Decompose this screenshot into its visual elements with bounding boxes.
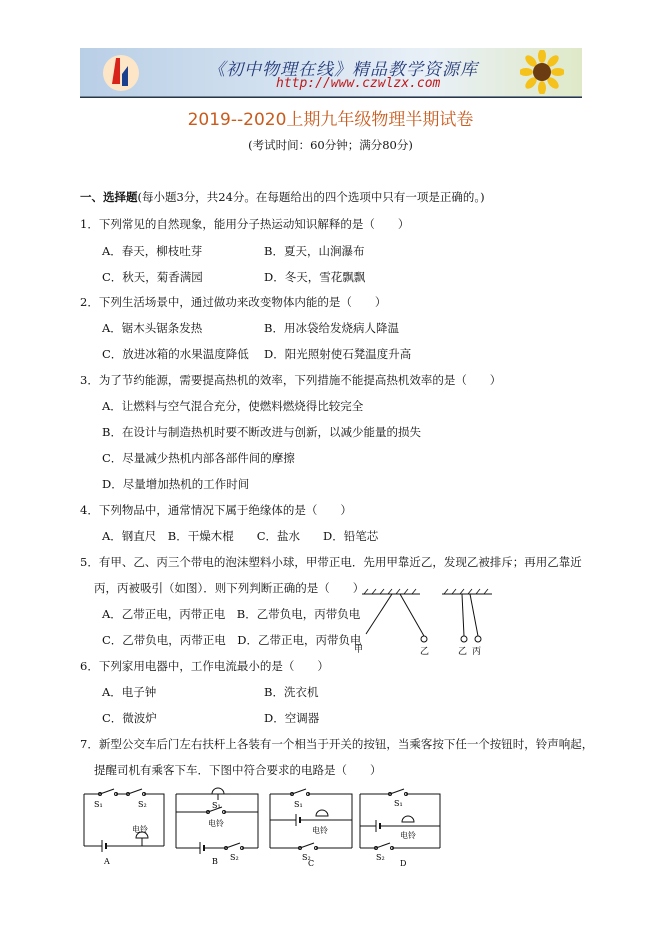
section-1-instruction: (每小题3分，共24分。在每题给出的四个选项中只有一项是正确的。) — [137, 190, 485, 204]
circuit-c — [266, 786, 356, 866]
q3-stem: 3．为了节约能源，需要提高热机的效率，下列措施不能提高热机效率的是（ ） — [80, 373, 502, 387]
label-bing: 丙 — [472, 647, 482, 657]
a-s1-label: S₁ — [94, 800, 103, 809]
d-bell-label: 电铃 — [400, 831, 416, 840]
circuit-b — [172, 786, 264, 866]
q1-stem: 1．下列常见的自然现象，能用分子热运动知识解释的是（ ） — [80, 217, 410, 231]
section-1-header — [80, 190, 485, 204]
b-bell-label: 电铃 — [208, 819, 224, 828]
q1-option-c: C．秋天，菊香满园 — [102, 270, 203, 284]
d-s2-label: S₂ — [376, 853, 385, 862]
b-s1-label: S₁ — [212, 801, 221, 810]
q3-option-c: C．尽量减少热机内部各部件间的摩擦 — [102, 451, 295, 465]
c-s1-label: S₁ — [294, 800, 303, 809]
d-s1-label: S₁ — [394, 799, 403, 808]
q3-option-d: D．尽量增加热机的工作时间 — [102, 477, 250, 491]
circuit-c-label: C — [308, 859, 315, 866]
q4-stem: 4．下列物品中，通常情况下属于绝缘体的是（ ） — [80, 503, 352, 517]
circuit-d-label: D — [400, 859, 407, 866]
q6-option-d: D．空调器 — [264, 711, 320, 725]
label-yi-1: 乙 — [420, 647, 430, 657]
banner-title: 《初中物理在线》精品教学资源库 — [208, 60, 478, 80]
q7-stem-line2: 提醒司机有乘客下车．下图中符合要求的电路是（ ） — [94, 763, 382, 777]
q2-option-c: C．放进冰箱的水果温度降低 — [102, 347, 249, 361]
logo-icon — [102, 54, 140, 92]
a-s2-label: S₂ — [138, 800, 147, 809]
label-yi-2: 乙 — [458, 647, 468, 657]
q6-option-b: B．洗衣机 — [264, 685, 319, 699]
q6-option-c: C．微波炉 — [102, 711, 157, 725]
q5-charged-balls-figure — [352, 588, 502, 658]
circuit-a — [80, 786, 170, 866]
q6-option-a: A．电子钟 — [102, 685, 157, 699]
circuit-b-label: B — [212, 857, 218, 866]
exam-title: 2019--2020上期九年级物理半期试卷 — [187, 110, 474, 130]
a-bell-label: 电铃 — [132, 825, 148, 834]
q3-option-a: A．让燃料与空气混合充分，使燃料燃烧得比较完全 — [102, 399, 364, 413]
c-s2-label: S₂ — [302, 853, 311, 862]
q2-stem: 2．下列生活场景中，通过做功来改变物体内能的是（ ） — [80, 295, 387, 309]
banner-url: http://www.czwlzx.com — [276, 76, 441, 91]
exam-subtitle: (考试时间：60分钟；满分80分) — [248, 138, 413, 152]
c-bell-label: 电铃 — [312, 826, 328, 835]
label-jia: 甲 — [354, 645, 364, 655]
b-s2-label: S₂ — [230, 853, 239, 862]
q2-option-b: B．用冰袋给发烧病人降温 — [264, 321, 399, 335]
q1-option-b: B．夏天，山涧瀑布 — [264, 244, 365, 258]
q4-options: A．钢直尺 B．干燥木棍 C．盐水 D．铅笔芯 — [102, 529, 379, 543]
q3-option-b: B．在设计与制造热机时要不断改进与创新，以减少能量的损失 — [102, 425, 421, 439]
q5-stem-line1: 5．有甲、乙、丙三个带电的泡沫塑料小球，甲带正电．先用甲靠近乙，发现乙被排斥；再用乙靠近 — [80, 555, 582, 569]
q7-stem-line1: 7．新型公交车后门左右扶杆上各装有一个相当于开关的按钮，当乘客按下任一个按钮时，铃声响起， — [80, 737, 594, 751]
q2-option-a: A．锯木头锯条发热 — [102, 321, 203, 335]
q2-option-d: D．阳光照射使石凳温度升高 — [264, 347, 412, 361]
sunflower-icon — [520, 50, 564, 94]
circuit-d — [356, 786, 446, 866]
circuit-a-label: A — [104, 857, 110, 866]
q1-option-a: A．春天，柳枝吐芽 — [102, 244, 203, 258]
q5-options-ab: A．乙带正电，丙带正电 B．乙带负电，丙带负电 — [102, 607, 361, 621]
header-rule — [80, 97, 582, 98]
section-1-heading: 一、选择题 — [80, 190, 138, 204]
q5-stem-line2: 丙，丙被吸引（如图）．则下列判断正确的是（ ） — [94, 581, 365, 595]
header-banner — [80, 48, 582, 97]
q6-stem: 6．下列家用电器中，工作电流最小的是（ ） — [80, 659, 329, 673]
q1-option-d: D．冬天，雪花飘飘 — [264, 270, 366, 284]
q5-options-cd: C．乙带负电，丙带正电 D．乙带正电，丙带负电 — [102, 633, 362, 647]
